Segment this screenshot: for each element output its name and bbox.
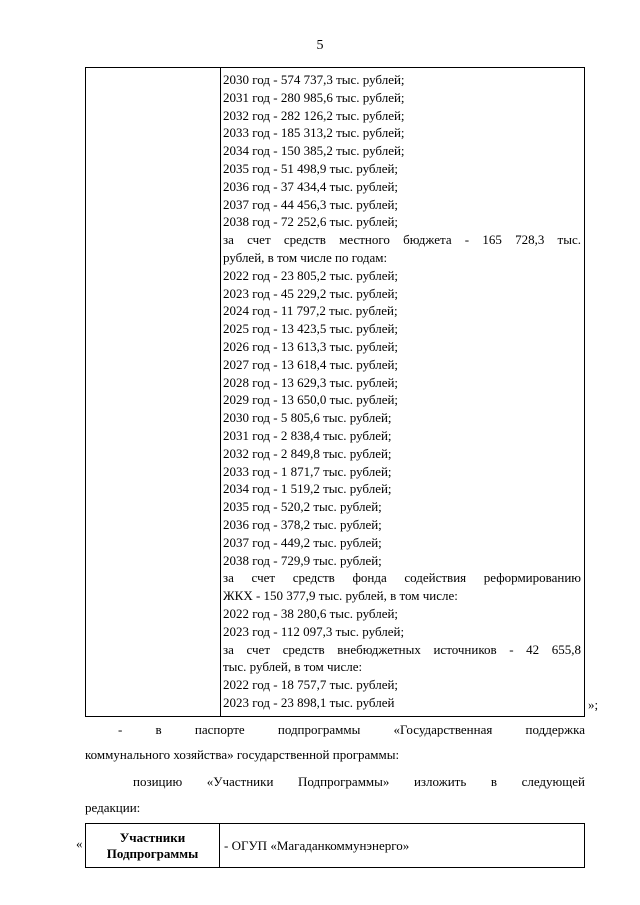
funding-line: 2033 год - 1 871,7 тыс. рублей; — [223, 463, 392, 479]
funding-line: 2023 год - 23 898,1 тыс. рублей — [223, 694, 395, 710]
funding-line: 2037 год - 44 456,3 тыс. рублей; — [223, 196, 399, 212]
opening-quote: « — [76, 836, 83, 851]
funding-line: 2034 год - 1 519,2 тыс. рублей; — [223, 481, 392, 497]
paragraph-position-start — [85, 773, 585, 791]
funding-line: тыс. рублей, в том числе: — [223, 659, 363, 675]
funding-line: 2023 год - 45 229,2 тыс. рублей; — [223, 285, 399, 301]
participants-value: - ОГУП «Магаданкоммунэнерго» — [224, 838, 410, 853]
funding-line: ЖКХ - 150 377,9 тыс. рублей, в том числе: — [223, 588, 458, 604]
paragraph-passport-end: коммунального хозяйства» государственной программы: — [85, 747, 400, 762]
funding-line: 2025 год - 13 423,5 тыс. рублей; — [223, 321, 399, 337]
paragraph-passport-text: - в паспорте подпрограммы «Государственная поддержка — [118, 722, 585, 737]
funding-line: 2022 год - 18 757,7 тыс. рублей; — [223, 677, 399, 693]
funding-line: 2023 год - 112 097,3 тыс. рублей; — [223, 623, 405, 639]
paragraph-position-text: позицию «Участники Подпрограммы» изложить в следующей — [133, 774, 585, 789]
funding-line: 2030 год - 574 737,3 тыс. рублей; — [223, 72, 405, 87]
funding-line: 2029 год - 13 650,0 тыс. рублей; — [223, 392, 399, 408]
funding-line: 2038 год - 72 252,6 тыс. рублей; — [223, 214, 399, 230]
funding-lines — [223, 71, 581, 712]
funding-line: 2033 год - 185 313,2 тыс. рублей; — [223, 125, 405, 141]
funding-line: за счет средств местного бюджета - 165 728,3 тыс. — [223, 232, 581, 248]
funding-line: 2026 год - 13 613,3 тыс. рублей; — [223, 338, 399, 354]
funding-line: 2032 год - 2 849,8 тыс. рублей; — [223, 445, 392, 461]
funding-line: 2038 год - 729,9 тыс. рублей; — [223, 552, 382, 568]
funding-line: 2035 год - 520,2 тыс. рублей; — [223, 499, 382, 515]
paragraph-passport-start — [85, 721, 585, 739]
funding-line: за счет средств внебюджетных источников - 42 655,8 — [223, 641, 581, 657]
funding-line: 2035 год - 51 498,9 тыс. рублей; — [223, 160, 399, 176]
participants-label: Участники Подпрограммы — [106, 830, 199, 861]
funding-line: рублей, в том числе по годам: — [223, 249, 388, 265]
funding-line: 2037 год - 449,2 тыс. рублей; — [223, 534, 382, 550]
funding-line: 2024 год - 11 797,2 тыс. рублей; — [223, 303, 398, 319]
funding-line: 2036 год - 378,2 тыс. рублей; — [223, 516, 382, 532]
closing-quote: »; — [588, 697, 599, 712]
funding-line: 2031 год - 2 838,4 тыс. рублей; — [223, 427, 392, 443]
funding-line: 2022 год - 38 280,6 тыс. рублей; — [223, 605, 399, 621]
funding-line: 2022 год - 23 805,2 тыс. рублей; — [223, 267, 399, 283]
participants-table-divider — [219, 824, 220, 867]
funding-line: за счет средств фонда содействия реформированию — [223, 570, 581, 586]
paragraph-position-end: редакции: — [85, 800, 141, 815]
funding-line: 2027 год - 13 618,4 тыс. рублей; — [223, 356, 399, 372]
participants-table — [85, 823, 585, 868]
funding-line: 2032 год - 282 126,2 тыс. рублей; — [223, 107, 405, 123]
page-number: 5 — [316, 38, 324, 53]
table-column-divider — [220, 68, 221, 716]
funding-line: 2036 год - 37 434,4 тыс. рублей; — [223, 178, 399, 194]
funding-line: 2030 год - 5 805,6 тыс. рублей; — [223, 410, 392, 426]
funding-line: 2031 год - 280 985,6 тыс. рублей; — [223, 89, 405, 105]
funding-table — [85, 67, 585, 717]
funding-line: 2028 год - 13 629,3 тыс. рублей; — [223, 374, 399, 390]
funding-line: 2034 год - 150 385,2 тыс. рублей; — [223, 143, 405, 159]
